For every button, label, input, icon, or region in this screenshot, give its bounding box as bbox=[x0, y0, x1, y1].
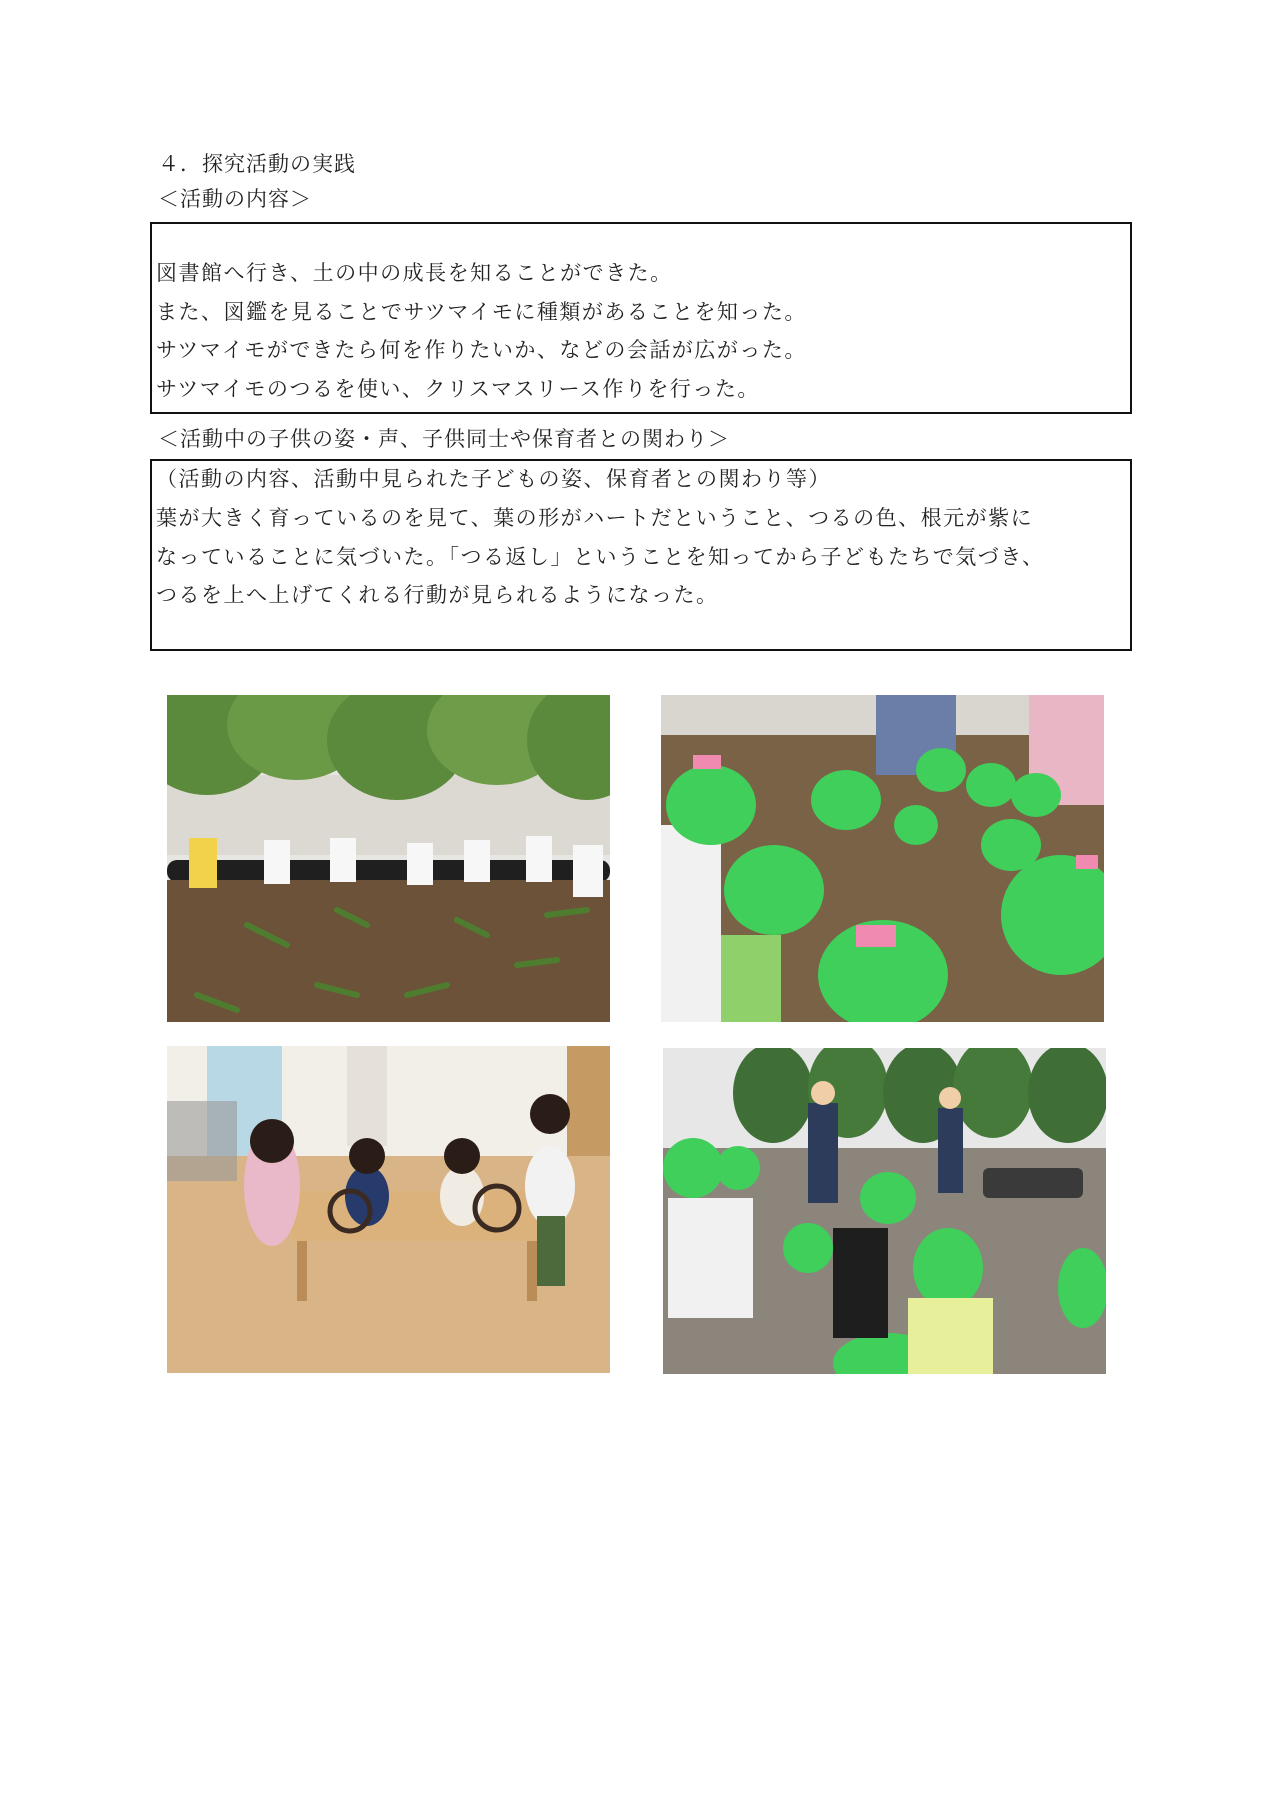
activity-line: サツマイモのつるを使い、クリスマスリース作りを行った。 bbox=[156, 377, 760, 401]
activity-line: サツマイモができたら何を作りたいか、などの会話が広がった。 bbox=[156, 338, 807, 362]
children-line: つるを上へ上げてくれる行動が見られるようになった。 bbox=[156, 583, 719, 607]
activity-line: また、図鑑を見ることでサツマイモに種類があることを知った。 bbox=[156, 300, 807, 324]
children-line: なっていることに気づいた。「つる返し」ということを知ってから子どもたちで気づき、 bbox=[156, 545, 1045, 569]
children-section-heading: ＜活動中の子供の姿・声、子供同士や保育者との関わり＞ bbox=[158, 427, 730, 451]
activity-content-heading: ＜活動の内容＞ bbox=[158, 187, 312, 211]
children-line: 葉が大きく育っているのを見て、葉の形がハートだということ、つるの色、根元が紫に bbox=[156, 506, 1034, 530]
section-heading: ４．探究活動の実践 bbox=[158, 152, 356, 176]
children-digging-photo bbox=[661, 695, 1104, 1022]
children-section-note: （活動の内容、活動中見られた子どもの姿、保育者との関わり等） bbox=[156, 467, 831, 491]
wreath-making-photo bbox=[167, 1046, 610, 1373]
activity-line: 図書館へ行き、土の中の成長を知ることができた。 bbox=[156, 261, 673, 285]
yard-gathering-photo bbox=[663, 1048, 1106, 1374]
sweet-potato-bed-photo bbox=[167, 695, 610, 1022]
